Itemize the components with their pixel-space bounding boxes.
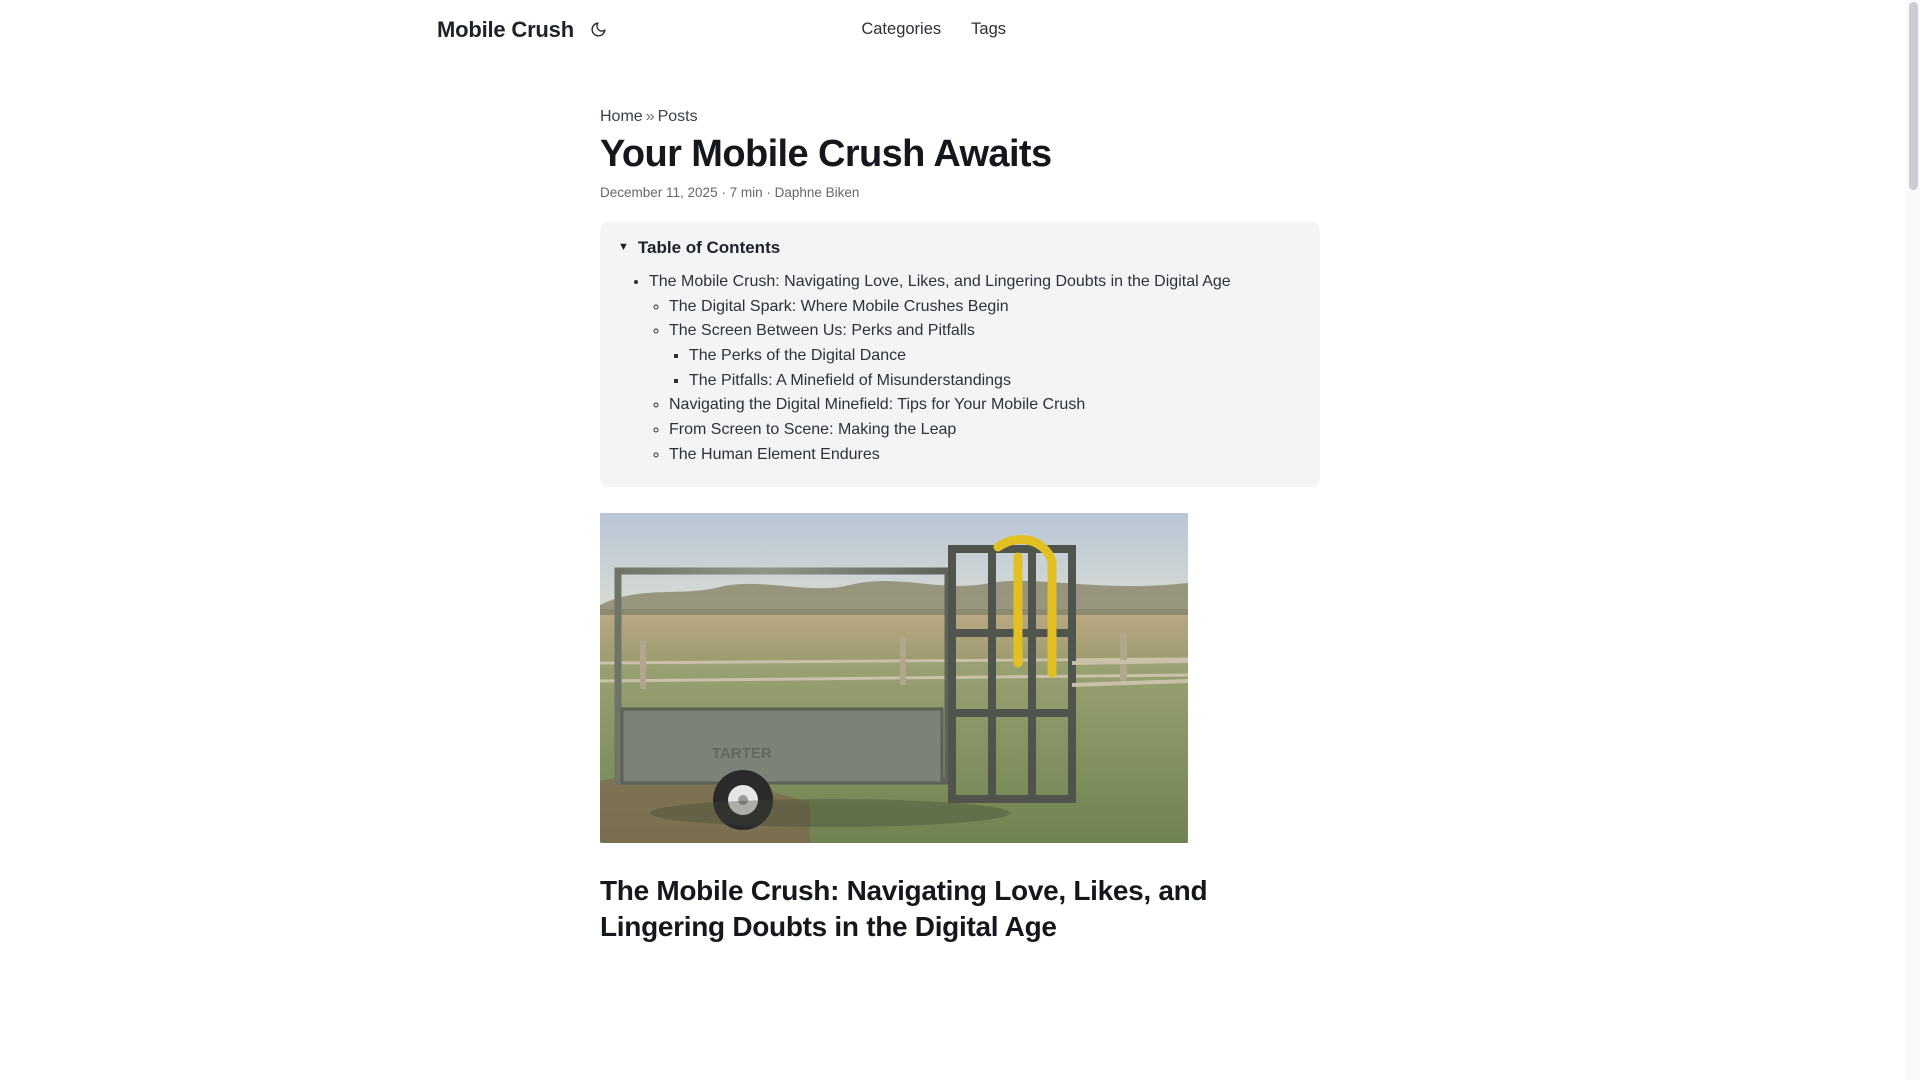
list-item	[689, 369, 1302, 393]
moon-icon[interactable]	[588, 19, 610, 41]
page-title: Your Mobile Crush Awaits	[600, 133, 1052, 175]
toc-link-main[interactable]: The Mobile Crush: Navigating Love, Likes, and Lingering Doubts in the Digital Age	[649, 272, 1231, 290]
toc-list	[618, 270, 1302, 466]
scrollbar-thumb[interactable]	[1909, 2, 1918, 190]
table-of-contents	[600, 222, 1320, 487]
nav-item-categories[interactable]: Categories	[861, 20, 942, 38]
breadcrumb-posts[interactable]: Posts	[657, 108, 698, 125]
nav-item-tags[interactable]: Tags	[971, 20, 1006, 38]
toc-link-navigating-minefield[interactable]: Navigating the Digital Minefield: Tips for Your Mobile Crush	[669, 396, 1086, 414]
section-heading-1: The Mobile Crush: Navigating Love, Likes, and Lingering Doubts in the Digital Age	[600, 875, 1208, 943]
toc-link-perks[interactable]: The Perks of the Digital Dance	[689, 346, 906, 364]
list-item	[689, 344, 1302, 368]
breadcrumb-separator: »	[645, 108, 655, 125]
post-meta: December 11, 2025 · 7 min · Daphne Biken	[600, 184, 860, 200]
toc-toggle[interactable]	[618, 236, 1302, 264]
site-brand[interactable]: Mobile Crush	[437, 16, 574, 42]
page-scrollbar[interactable]	[1906, 0, 1920, 1080]
post-content	[600, 59, 1320, 945]
list-item	[669, 319, 1302, 392]
toc-link-human-element[interactable]: The Human Element Endures	[669, 445, 880, 463]
list-item	[669, 418, 1302, 442]
breadcrumb-home[interactable]: Home	[600, 108, 643, 125]
toc-link-pitfalls[interactable]: The Pitfalls: A Minefield of Misunderstandings	[689, 371, 1011, 389]
toc-title: Table of Contents	[637, 237, 781, 257]
list-item	[669, 295, 1302, 319]
toc-link-screen-to-scene[interactable]: From Screen to Scene: Making the Leap	[669, 420, 957, 438]
main-nav	[861, 20, 1892, 39]
list-item	[669, 443, 1302, 467]
breadcrumb	[600, 108, 1320, 126]
post-hero-image	[600, 513, 1188, 843]
toc-link-screen-between-us[interactable]: The Screen Between Us: Perks and Pitfalls	[669, 322, 975, 340]
svg-text:TARTER: TARTER	[712, 745, 772, 763]
caret-down-icon: ▼	[618, 241, 629, 254]
list-item	[669, 393, 1302, 417]
list-item	[649, 270, 1302, 466]
toc-sublist	[649, 295, 1302, 467]
site-header	[0, 0, 1920, 59]
toc-subsublist	[669, 344, 1302, 392]
toc-link-digital-spark[interactable]: The Digital Spark: Where Mobile Crushes Begin	[669, 297, 1009, 315]
